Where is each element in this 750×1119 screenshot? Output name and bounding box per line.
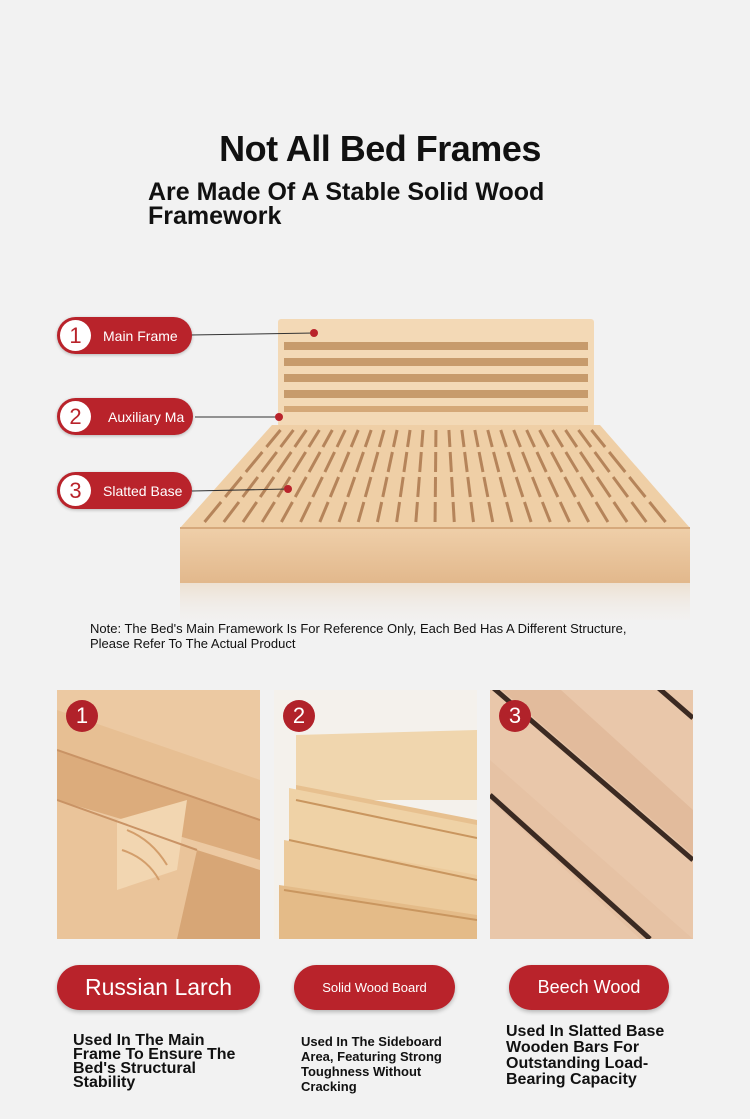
page-title: Not All Bed Frames: [219, 128, 541, 169]
material-description-solid-wood-board: Used In The Sideboard Area, Featuring Strong Toughness Without Cracking: [301, 1034, 442, 1094]
callout-label: Auxiliary Ma: [108, 408, 185, 425]
material-name-russian-larch: [57, 965, 260, 1010]
callout-number: 3: [60, 475, 91, 506]
russian-larch-photo: [57, 690, 260, 939]
material-number-badge: 3: [499, 700, 531, 732]
solid-wood-board-photo: [274, 690, 477, 939]
callout-label: Slatted Base: [103, 482, 183, 499]
callout-number: 2: [60, 401, 91, 432]
material-name-solid-wood-board: [294, 965, 455, 1010]
beech-wood-photo: [490, 690, 693, 939]
material-name-label: Beech Wood: [537, 977, 641, 997]
disclaimer-note: Note: The Bed's Main Framework Is For Reference Only, Each Bed Has A Different Structure, Please Refer To The Actual Product: [90, 621, 627, 651]
material-name-label: Solid Wood Board: [322, 980, 427, 995]
callout-number: 1: [60, 320, 91, 351]
material-description-russian-larch: Used In The Main Frame To Ensure The Bed's Structural Stability: [73, 1032, 236, 1091]
material-name-label: Russian Larch: [84, 974, 233, 1000]
material-name-beech-wood: [509, 965, 669, 1010]
side-rail: [180, 528, 690, 583]
callout-main-frame: [57, 317, 192, 354]
headboard: [278, 319, 594, 427]
callout-slatted-base: [57, 472, 192, 509]
callout-label: Main Frame: [103, 327, 178, 344]
material-number-badge: 2: [283, 700, 315, 732]
material-number-badge: 1: [66, 700, 98, 732]
page-subtitle: Are Made Of A Stable Solid Wood Framework: [148, 178, 545, 230]
material-description-beech-wood: Used In Slatted Base Wooden Bars For Outstanding Load-Bearing Capacity: [506, 1023, 665, 1088]
callout-auxiliary: [57, 398, 193, 435]
